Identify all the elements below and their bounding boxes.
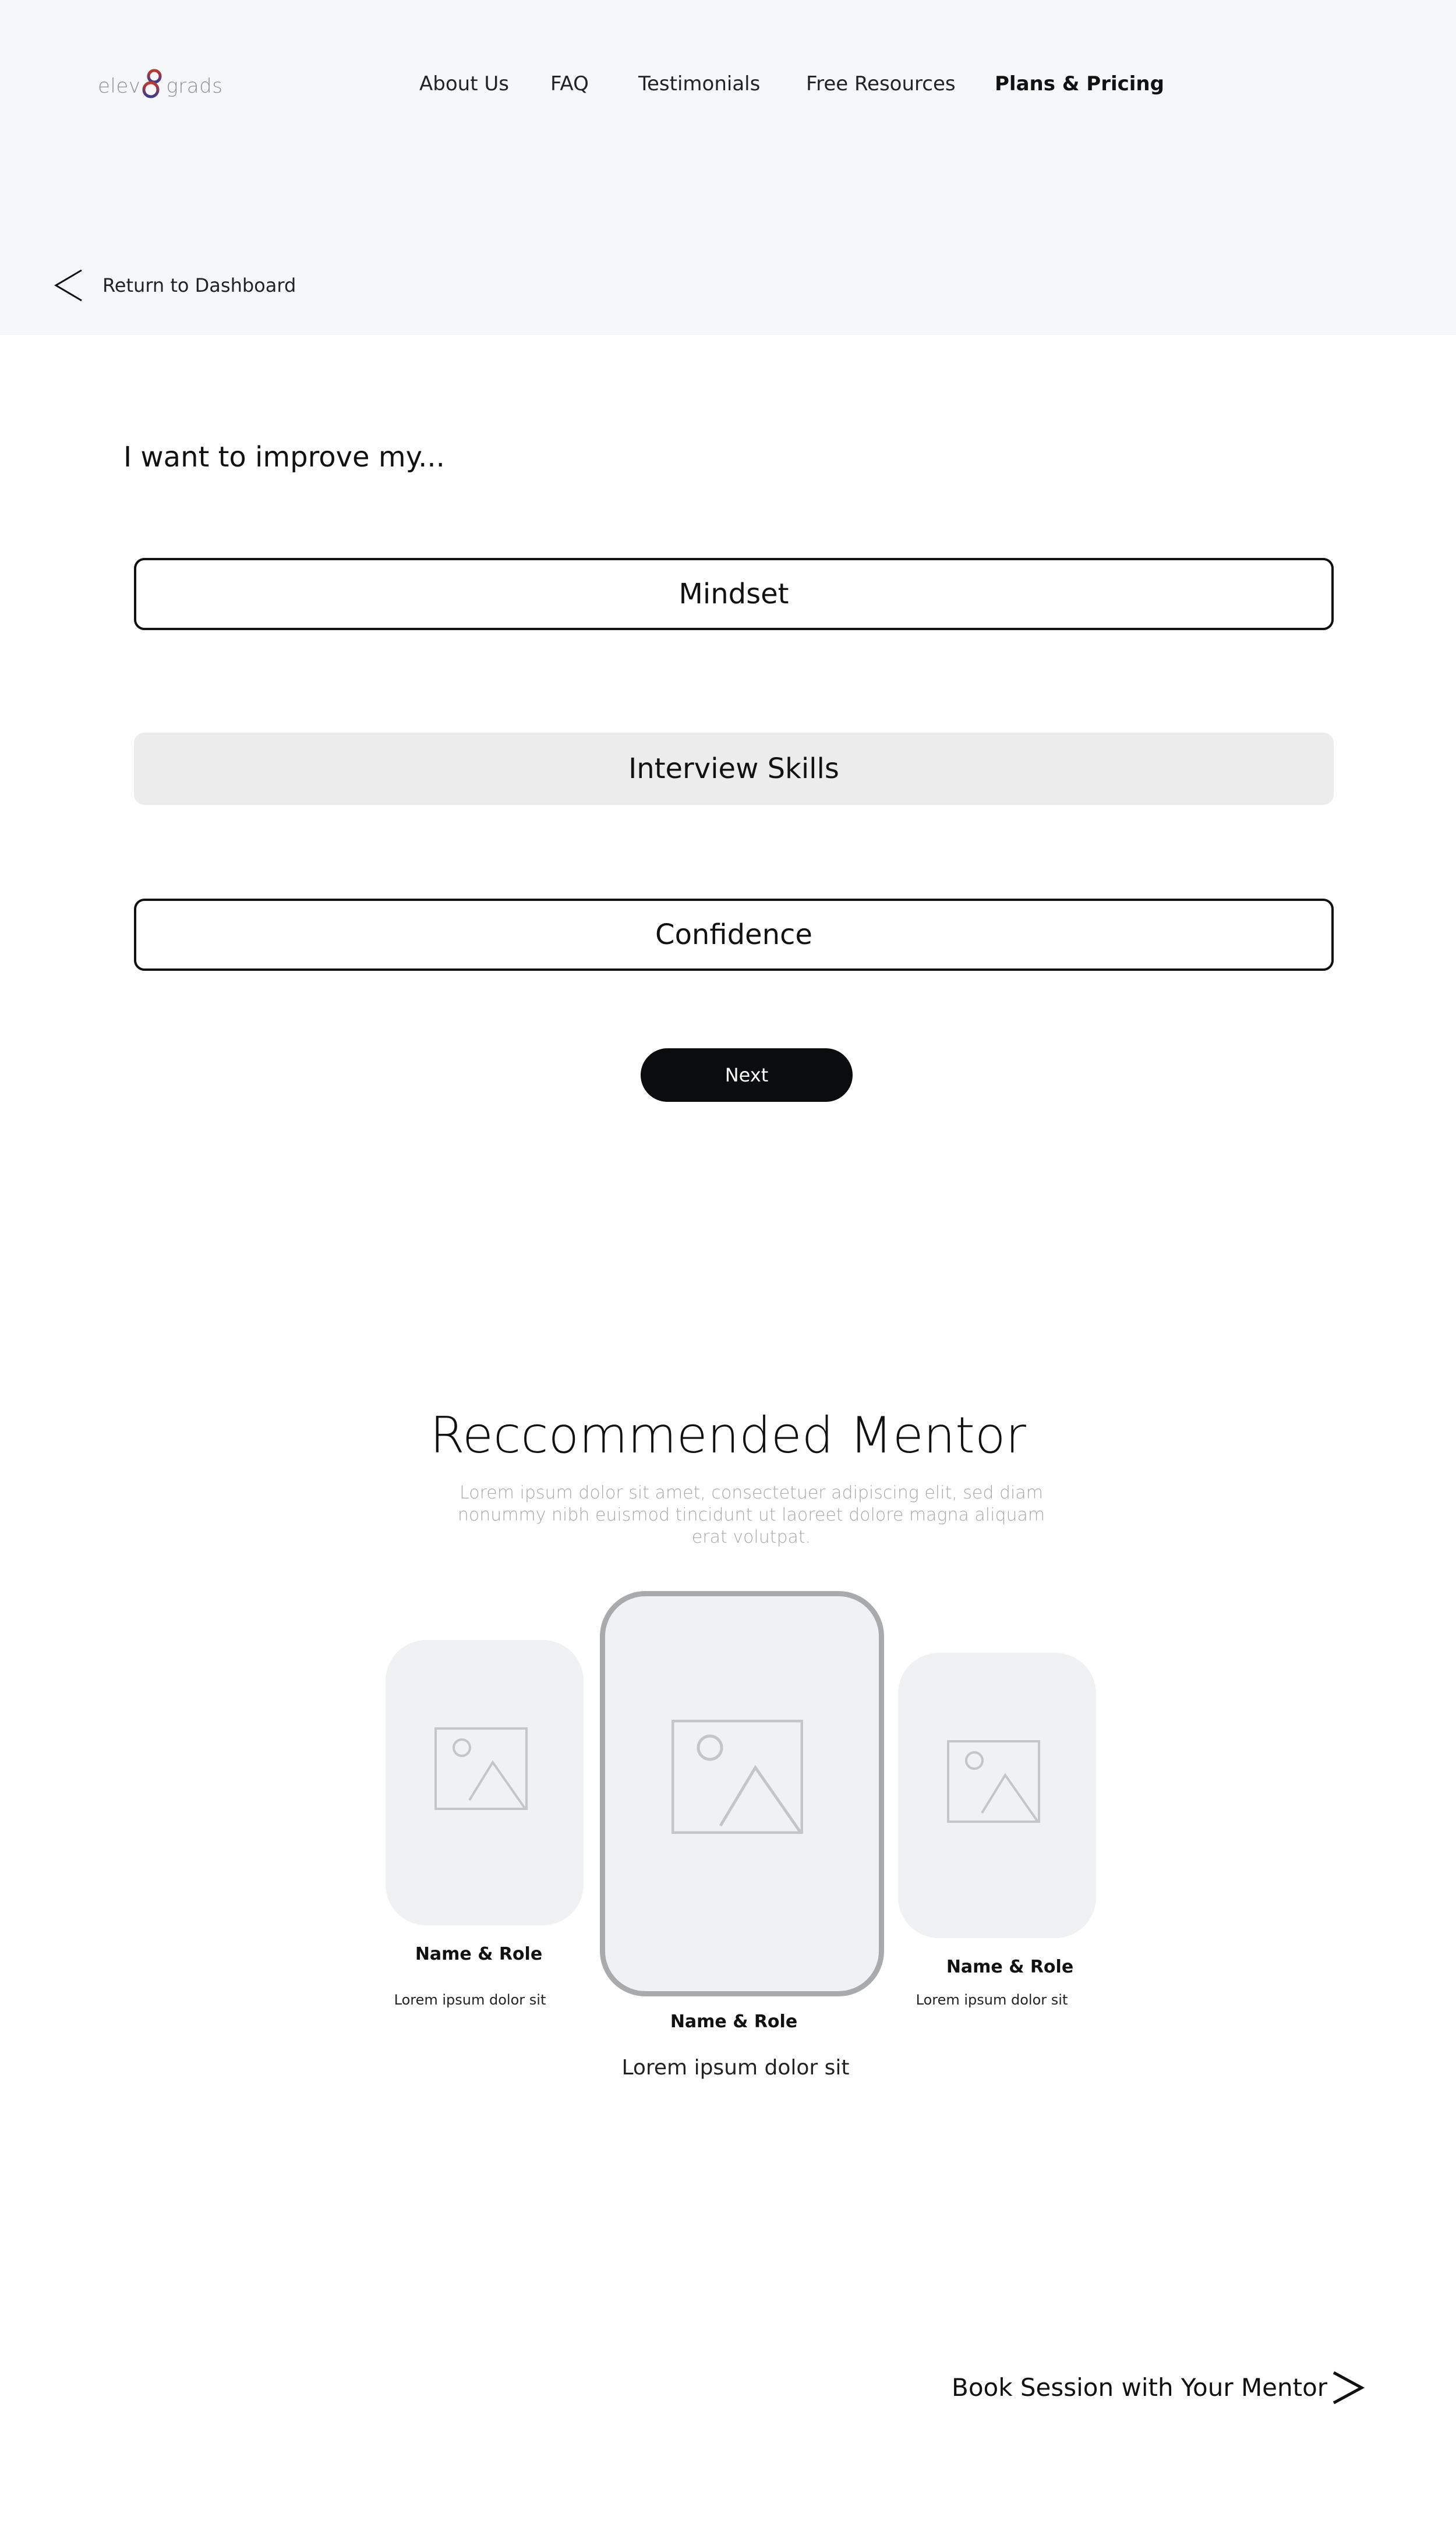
mentor-name: Name & Role [415, 1944, 543, 1964]
option-interview-skills[interactable] [134, 733, 1334, 805]
chevron-right-icon[interactable] [1330, 2369, 1365, 2406]
option-confidence[interactable] [134, 899, 1334, 971]
improve-prompt: I want to improve my... [123, 441, 445, 473]
mentor-card-left[interactable] [386, 1640, 584, 1925]
nav-faq[interactable]: FAQ [550, 72, 589, 96]
mentor-desc: Lorem ipsum dolor sit [916, 1992, 1068, 2008]
section-title: Reccommended Mentor [430, 1406, 1026, 1465]
nav-testimonials[interactable]: Testimonials [638, 72, 761, 96]
chevron-left-icon [52, 268, 85, 303]
mentor-card-center[interactable] [600, 1591, 884, 1996]
image-placeholder-icon [947, 1740, 1040, 1823]
image-placeholder-icon [672, 1720, 803, 1834]
option-mindset[interactable] [134, 558, 1334, 630]
return-to-dashboard-link[interactable] [52, 268, 296, 303]
nav-plans-pricing[interactable]: Plans & Pricing [995, 72, 1164, 96]
mentor-card-right[interactable] [898, 1653, 1096, 1938]
return-to-dashboard-label: Return to Dashboard [103, 274, 296, 296]
next-button[interactable]: Next [641, 1048, 853, 1102]
mentor-desc: Lorem ipsum dolor sit [621, 2056, 850, 2080]
logo-text-left: elev [98, 75, 141, 98]
logo-text-right: grads [166, 75, 223, 98]
mentor-name: Name & Role [670, 2012, 798, 2032]
option-label: Confidence [655, 918, 812, 951]
infinity-eight-logo-icon [142, 68, 165, 100]
mentor-name: Name & Role [946, 1957, 1074, 1977]
nav-free-resources[interactable]: Free Resources [806, 72, 956, 96]
option-label: Interview Skills [628, 752, 839, 785]
image-placeholder-icon [434, 1727, 528, 1810]
logo[interactable] [98, 69, 222, 104]
option-label: Mindset [678, 578, 789, 610]
nav-about-us[interactable]: About Us [419, 72, 509, 96]
section-subtitle: Lorem ipsum dolor sit amet, consectetuer adipiscing elit, sed diam nonummy nibh euismod tincidunt ut laoreet dolore magna aliquam erat volutpat. [457, 1483, 1045, 1547]
site-header [0, 0, 1456, 335]
book-session-link[interactable]: Book Session with Your Mentor [952, 2373, 1328, 2402]
mentor-desc: Lorem ipsum dolor sit [394, 1992, 546, 2008]
